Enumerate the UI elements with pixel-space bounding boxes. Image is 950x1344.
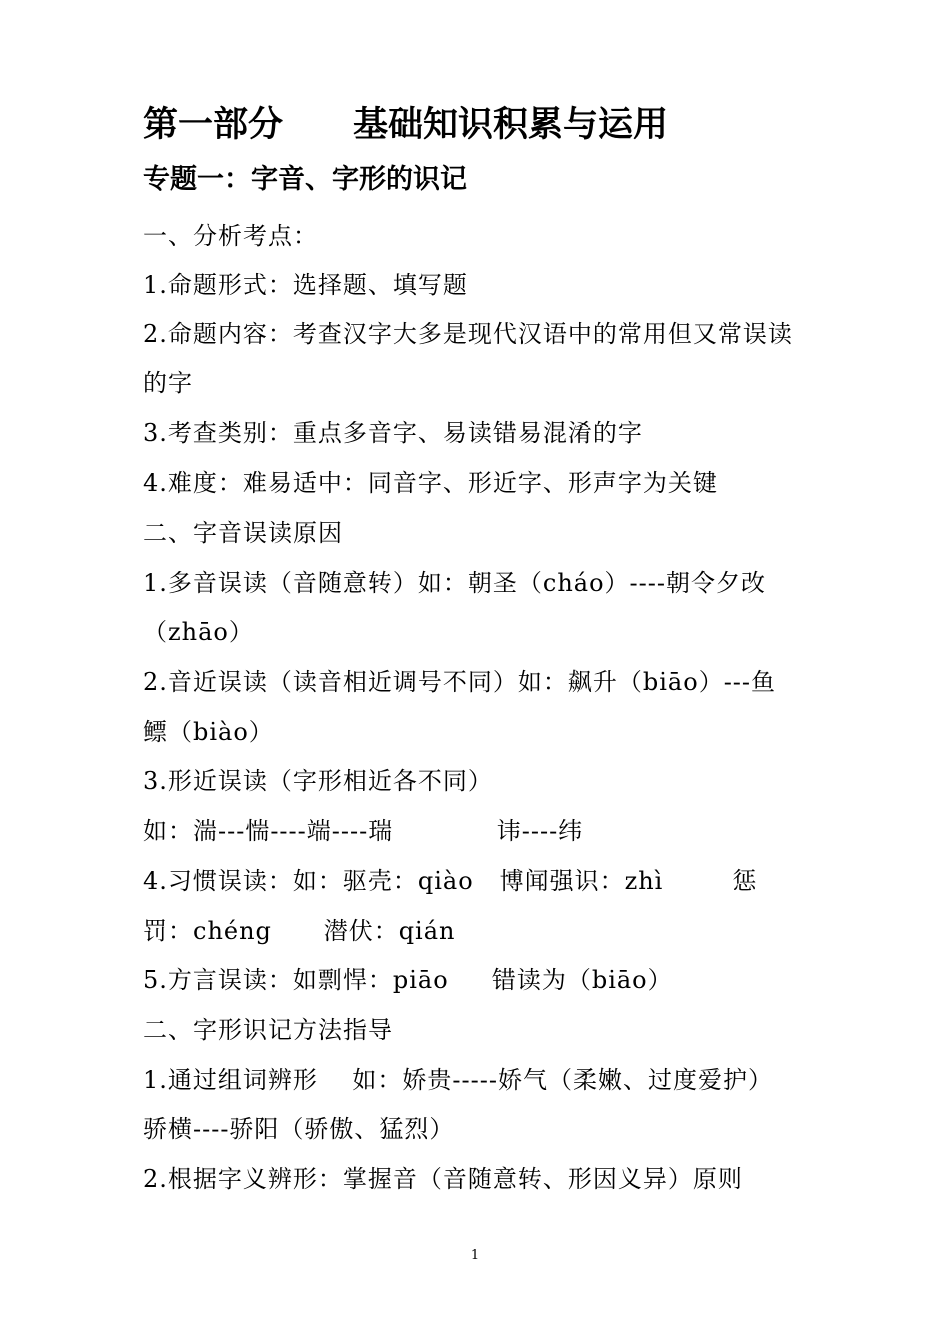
text-line: 3.考查类别：重点多音字、易读错易混淆的字 — [143, 419, 643, 447]
text-line: 4.习惯误读：如：驱壳：qiào 博闻强识：zhì 惩 — [143, 867, 758, 895]
text-line: 3.形近误读（字形相近各不同） — [143, 767, 493, 795]
text-line: 5.方言误读：如剽悍：piāo 错读为（biāo） — [143, 966, 673, 994]
text-line: 骄横----骄阳（骄傲、猛烈） — [143, 1115, 455, 1143]
heading-analysis: 一、分析考点： — [143, 222, 318, 250]
text-line: 1.通过组词辨形 如：娇贵-----娇气（柔嫩、过度爱护） — [143, 1066, 773, 1094]
page-number: 1 — [470, 1248, 480, 1263]
text-line: （zhāo） — [143, 618, 254, 646]
text-line: 4.难度：难易适中：同音字、形近字、形声字为关键 — [143, 469, 718, 497]
page-title: 第一部分 基础知识积累与运用 — [143, 105, 669, 145]
text-line: 1.多音误读（音随意转）如：朝圣（cháo）----朝令夕改 — [143, 569, 766, 597]
text-line: 1.命题形式：选择题、填写题 — [143, 271, 468, 299]
heading-pronunciation-errors: 二、字音误读原因 — [143, 519, 343, 547]
heading-glyph-methods: 二、字形识记方法指导 — [143, 1016, 393, 1044]
text-line: 2.根据字义辨形：掌握音（音随意转、形因义异）原则 — [143, 1165, 743, 1193]
text-line: 鳔（biào） — [143, 718, 274, 746]
text-line: 2.音近误读（读音相近调号不同）如：飙升（biāo）---鱼 — [143, 668, 777, 696]
text-line: 2.命题内容：考查汉字大多是现代汉语中的常用但又常误读 — [143, 320, 793, 348]
text-line: 如：湍---惴----端----瑞 讳----纬 — [143, 817, 584, 845]
section-subtitle: 专题一：字音、字形的识记 — [143, 164, 467, 195]
text-line: 罚：chéng 潜伏：qián — [143, 917, 456, 945]
text-line: 的字 — [143, 369, 193, 397]
